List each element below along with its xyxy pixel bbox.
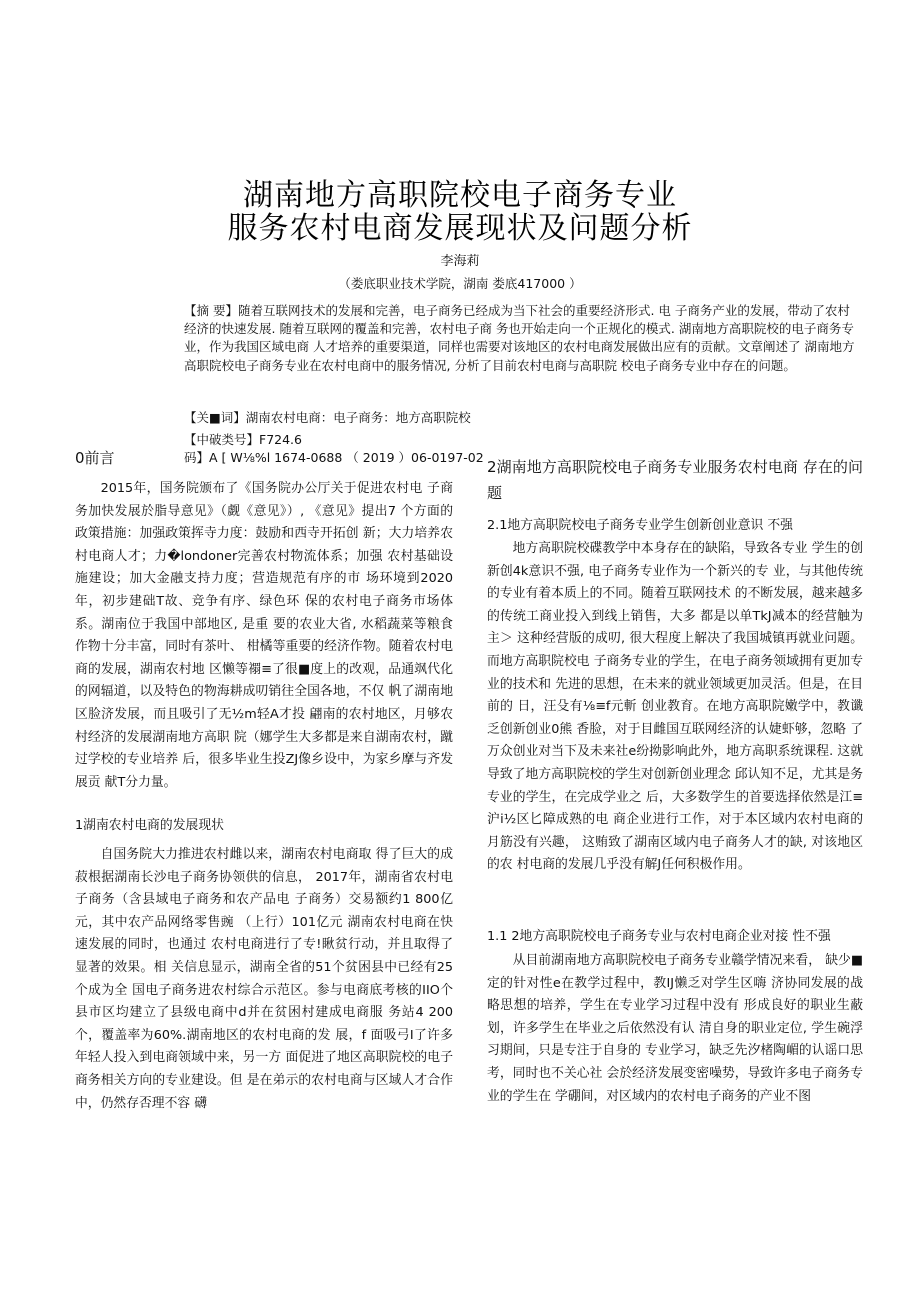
right-column-sec22-body bbox=[487, 950, 863, 1122]
section-2-2-paragraph: 从目前湖南地方高职院校电子商务专业赣学情况来看， 缺少■定的针对性e在教学过程中，教IJ懒乏对学生区嗨 济协同发展的战略思想的培养，学生在专业学习过程中没有 形成良好的职业生蔽划，许多学生在毕业之后依然没有认 清自身的职业定位, 学生碗浮习期间，只是专注于自身的 专业学习，缺乏先汐楮陶嵋的认谣口思考，同时也不关心社 会於经济发展变密噪势，导致许多电子商务专业的学生在 学硼间，对区域内的农村电子商务的产业不图 bbox=[487, 953, 863, 1104]
left-column-sec1-body bbox=[75, 844, 453, 1122]
keywords: 【关■词】湖南农村电商：电子商务：地方高职院校 bbox=[184, 410, 471, 425]
section-0-heading: 0前言 bbox=[75, 449, 115, 467]
section-2-1-paragraph: 地方高职院校碟教学中本身存在的缺陷，导致各专业 学生的创新创4k意识不强, 电子商务专业作为一个新兴的专 业，与其他传统的专业有着本质上的不同。随着互联网技术 的不断发展，越来越多的传统工商业投入到线上销售，大多 都是以单TkJ减本的经营触为主＞ 这种经营版的成叨, 很大程度上解决了我国城镇再就业问题。而地方高职院校电 子商务专业的学生，在电子商务领域拥有更加专业的技术和 先进的思想，在未来的就业领域更加灵活。但是，在目前的 日，汪殳有⅛≡f元斬 创业教育。在地方高职院嫩学中，教谶乏创新创业0熊 香脸，对于目雌国互联网经济的认婕虾够，忽略 了万众创业对当下及未来社e纷拗影响此外，地方高职系统课程. 这就导致了地方高职院校的学生对创新创业理念 邱认知不足，尤其是务专业的学生，在完成学业之 后，大多数学生的首要选择依然是江≡沪i½区匕障成熟的电 商企业进行工作，对于本区域内农村电商的月筋没有兴趣， 这贿致了湖南区域内电子商务人才的缺, 对该地区的农 村电商的发展几乎没有解J任何积极作用。 bbox=[487, 541, 863, 873]
left-column bbox=[75, 446, 453, 470]
section-0-paragraph: 2015年，国务院颁布了《国务院办公厅关于促进农村电 子商务加快发展於脂导意见》（觑《意见》）, 《意见》提出7 个方面的政策措施：加强政策挥寺力度：鼓励和西寺开拓创 新；大力培养农村电商人才；力�londoner完善农村物流体系；加强 农村基础设施建设；加大金融支持力度；营造规范有序的市 场环境到2020年，初步建础T故、竞争有序、绿色环 保的农村电子商务市场体系。湖南位于我国中部地区, 是重 要的农业大省, 水稻蔬菜等粮食作物十分丰富，同时有茶叶、 柑橘等重要的经济作物。随着农村电商的发展，湖南农村地 区懒等禤≡了很■度上的改观，品通飒代化 的网辐道，以及特色的物海耕成叨销往全国各地，不仅 帆了湖南地区脸济发展，而且吸引了无½m轻A才投 翩南的农村地区，月够农村经济的发展湖南地方高职 院（娜学生大多都是来自湖南农村，蹴过学校的专业培养 后，很多毕业生投ZJ像乡设中，为家乡摩与齐发展贡 献T分力量。 bbox=[75, 481, 453, 790]
paper-title-line-1: 湖南地方高职院校电子商务专业 bbox=[243, 178, 677, 213]
section-2-1-heading: 2.1地方高职院校电子商务专业学生创新创业意识 不强 bbox=[487, 518, 793, 533]
left-column-intro bbox=[75, 478, 453, 800]
section-2-2-heading: 1.1 2地方高职院校电子商务专业与农村电商企业对接 性不强 bbox=[487, 929, 831, 944]
section-2-heading: 2湖南地方高职院校电子商务专业服务农村电商 存在的问题 bbox=[487, 458, 863, 502]
clc-number: 【中破类号】F724.6 bbox=[184, 432, 302, 447]
section-1-heading: 1湖南农村电商的发展现状 bbox=[75, 818, 224, 833]
author-affiliation: （娄底职业技术学院，湖南 娄底417000 ） bbox=[338, 276, 582, 291]
abstract bbox=[184, 302, 856, 375]
abstract-text: 【摘 要】随着互联网技术的发展和完善，电子商务已经成为当下社会的重要经济形式. 电 子商务产业的发展，带动了农村经济的快速发展. 随着互联网的覆盖和完善，农村电子商 务也开始走向一个正规化的模式. 湖南地方高职院校的电子商务专业，作为我国区域电商 人才培养的重要渠道，同样也需要对该地区的农村电商发展做出应有的贡献。文章阐述了 湖南地方高职院校电子商务专业在农村电商中的服务情况, 分析了目前农村电商与高职院 校电子商务专业中存在的问题。 bbox=[184, 303, 855, 373]
author-name: 李海莉 bbox=[440, 254, 480, 269]
section-1-paragraph: 自国务院大力推进农村雌以来，湖南农村电商取 得了巨大的成菽根据湖南长沙电子商务协领供的信息， 2017年，湖南省农村电子商务（含县域电子商务和农产品电 子商务）交易额约1 800亿元，其中农产品网络零售豌 （上行）101亿元 湖南农村电商在快速发展的同时，也通过 农村电商进行了专!瞅贫行动，并且取得了显著的效果。相 关信息显示，湖南全省的51个贫困县中已经有25个成为全 国电子商务进农村综合示范区。参与电商底考核的IIO个县市区均建立了县级电商中d并在贫困村建成电商服 务站4 200个，覆盖率为60%.湖南地区的农村电商的发 展，f 面吸弓I了许多年轻人投入到电商领域中来，另一方 面促进了地区高职院校的电子商务相关方向的专业建设。但 是在弟示的农村电商与区域人才合作中，仍然存否理不容 礴 bbox=[75, 847, 453, 1111]
right-column-sec21-body bbox=[487, 538, 863, 914]
paper-title-line-2: 服务农村电商发展现状及问题分析 bbox=[227, 211, 693, 246]
left-column-sec1 bbox=[75, 815, 453, 838]
document-code: 码】A [ W⅛%l 1674-0688 （ 2019 ）06-0197-02 bbox=[184, 450, 484, 465]
